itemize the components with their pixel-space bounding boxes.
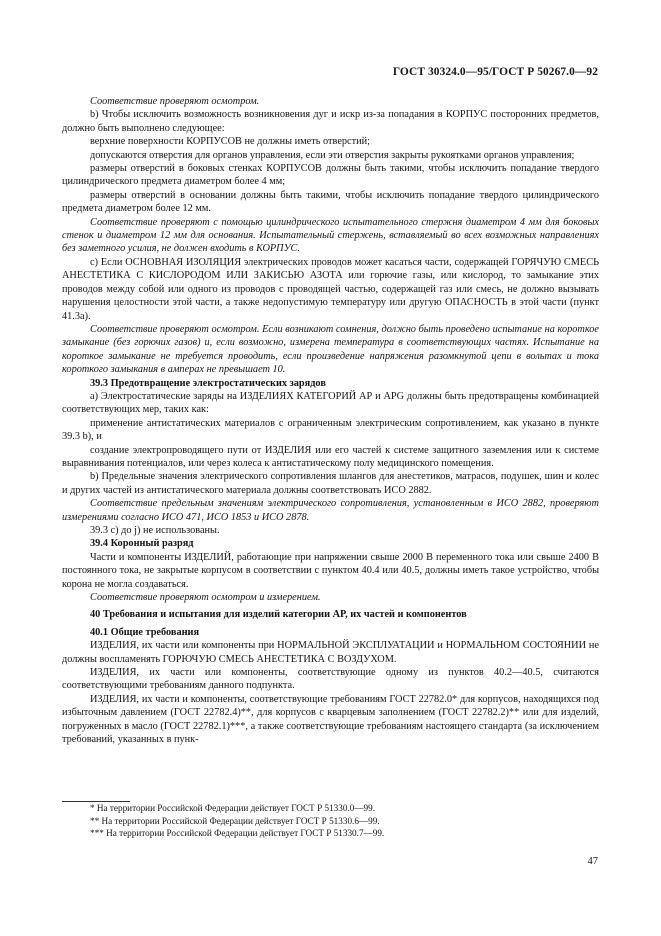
paragraph: ИЗДЕЛИЯ, их части или компоненты, соответствующие одному из пунктов 40.2—40.5, считаются соответствующими требованиям данного подпункта.: [62, 667, 599, 692]
paragraph: Соответствие проверяют осмотром и измерением.: [90, 592, 321, 604]
section-heading: 40 Требования и испытания для изделий категории АР, их частей и компонентов: [90, 609, 467, 621]
paragraph: применение антистатических материалов с ограниченным электрическим сопротивлением, как указано в пункте 39.3 b), и: [62, 417, 599, 443]
section-heading: 40.1 Общие требования: [90, 626, 200, 638]
paragraph: c) Если ОСНОВНАЯ ИЗОЛЯЦИЯ электрических проводов может касаться части, содержащей ГОРЯЧУЮ СМЕСЬ АНЕСТЕТИКА С КИСЛОРОДОМ ИЛИ ЗАКИСЬЮ АЗОТА или горючие газы, или кислород, то замыкание этих проводов между собой или одного из проводов с проводящей частью, содержащей газ или смесь, не должно вызывать нарушения целостности этой части, а также недопустимую температуру или другую ОПАСНОСТЬ в этой части (пункт 41.3а).: [62, 256, 599, 322]
section-heading: 39.3 Предотвращение электростатических зарядов: [90, 377, 326, 389]
paragraph: Части и компоненты ИЗДЕЛИЙ, работающие при напряжении свыше 2000 В переменного тока или свыше 2400 В постоянного тока, не закрытые корпусом в соответствии с пунктом 40.4 или 40.5, должны иметь такое устройство, чтобы корона не могла создаваться.: [62, 551, 599, 590]
paragraph: ИЗДЕЛИЯ, их части или компоненты при НОРМАЛЬНОЙ ЭКСПЛУАТАЦИИ и НОРМАЛЬНОМ СОСТОЯНИИ не должны воспламенять ГОРЮЧУЮ СМЕСЬ АНЕСТЕТИКА С ВОЗДУХОМ.: [62, 640, 599, 665]
footnote: ** На территории Российской Федерации действует ГОСТ Р 51330.6—99.: [90, 815, 380, 826]
paragraph: Соответствие проверяют осмотром.: [90, 96, 260, 107]
paragraph: b) Предельные значения электрического сопротивления шлангов для анестетиков, матрасов, подушек, шин и колес и других частей из антистатического материала должны соответствовать ИСО 2882.: [62, 471, 599, 496]
paragraph: допускаются отверстия для органов управления, если эти отверстия закрыты рукоятками органов управления;: [90, 149, 575, 161]
paragraph: 39.3 с) до j) не использованы.: [90, 525, 220, 536]
paragraph: b) Чтобы исключить возможность возникновения дуг и искр из-за попадания в КОРПУС посторонних предметов, должно быть выполнено следующее:: [62, 109, 599, 134]
paragraph: размеры отверстий в основании должны быть такими, чтобы исключить попадание твердого цилиндрического предмета диаметром более 12 мм.: [62, 189, 599, 215]
paragraph: Соответствие предельным значениям электрического сопротивления, установленным в ИСО 2882, проверяют измерениями согласно ИСО 471, ИСО 1853 и ИСО 2878.: [62, 498, 599, 523]
paragraph: создание электропроводящего пути от ИЗДЕЛИЯ или его частей к системе защитного заземления или к системе выравнивания потенциалов, или через колеса к антистатическому полу медицинского помещения.: [62, 444, 599, 469]
page-header: ГОСТ 30324.0—95/ГОСТ Р 50267.0—92: [392, 66, 598, 78]
paragraph: Соответствие проверяют осмотром. Если возникают сомнения, должно быть проведено испытание на короткое замыкание (без горючих газов) и, если возможно, измерена температура в соответствующих частях. Испытание на короткое замыкание не требуется проводить, если произведение напряжения разомкнутой цепи в вольтах и тока короткого замыкания в амперах не превышает 10.: [62, 323, 599, 376]
paragraph: размеры отверстий в боковых стенках КОРПУСОВ должны быть такими, чтобы исключить попадание твердого цилиндрического предмета диаметром более 4 мм;: [62, 163, 599, 188]
paragraph: a) Электростатические заряды на ИЗДЕЛИЯХ КАТЕГОРИЙ АР и АРG должны быть предотвращены комбинацией соответствующих мер, таких как:: [62, 390, 599, 416]
body-text: [62, 95, 599, 747]
paragraph: ИЗДЕЛИЯ, их части и компоненты, соответствующие требованиям ГОСТ 22782.0* для корпусов, находящихся под избыточным давлением (ГОСТ 22782.4)**, для корпусов с кварцевым заполнением (ГОСТ 22782.2)** или для изделий, погруженных в масло (ГОСТ 22782.1)***, а также соответствующие требованиям настоящего стандарта (за исключением требований, указанных в пунк-: [62, 693, 599, 746]
page-number: 47: [587, 856, 598, 867]
footnote: *** На территории Российской Федерации действует ГОСТ Р 51330.7—99.: [90, 828, 385, 839]
paragraph: верхние поверхности КОРПУСОВ не должны иметь отверстий;: [90, 136, 370, 148]
section-heading: 39.4 Коронный разряд: [90, 538, 194, 550]
footnotes: [62, 802, 599, 840]
paragraph: Соответствие проверяют с помощью цилиндрического испытательного стержня диаметром 4 мм для боковых стенок и диаметром 12 мм для основания. Испытательный стержень, вставляемый во всех возможных направлениях без заметного усилия, не должен входить в КОРПУС.: [62, 216, 599, 255]
footnote: * На территории Российской Федерации действует ГОСТ Р 51330.0—99.: [90, 803, 376, 813]
